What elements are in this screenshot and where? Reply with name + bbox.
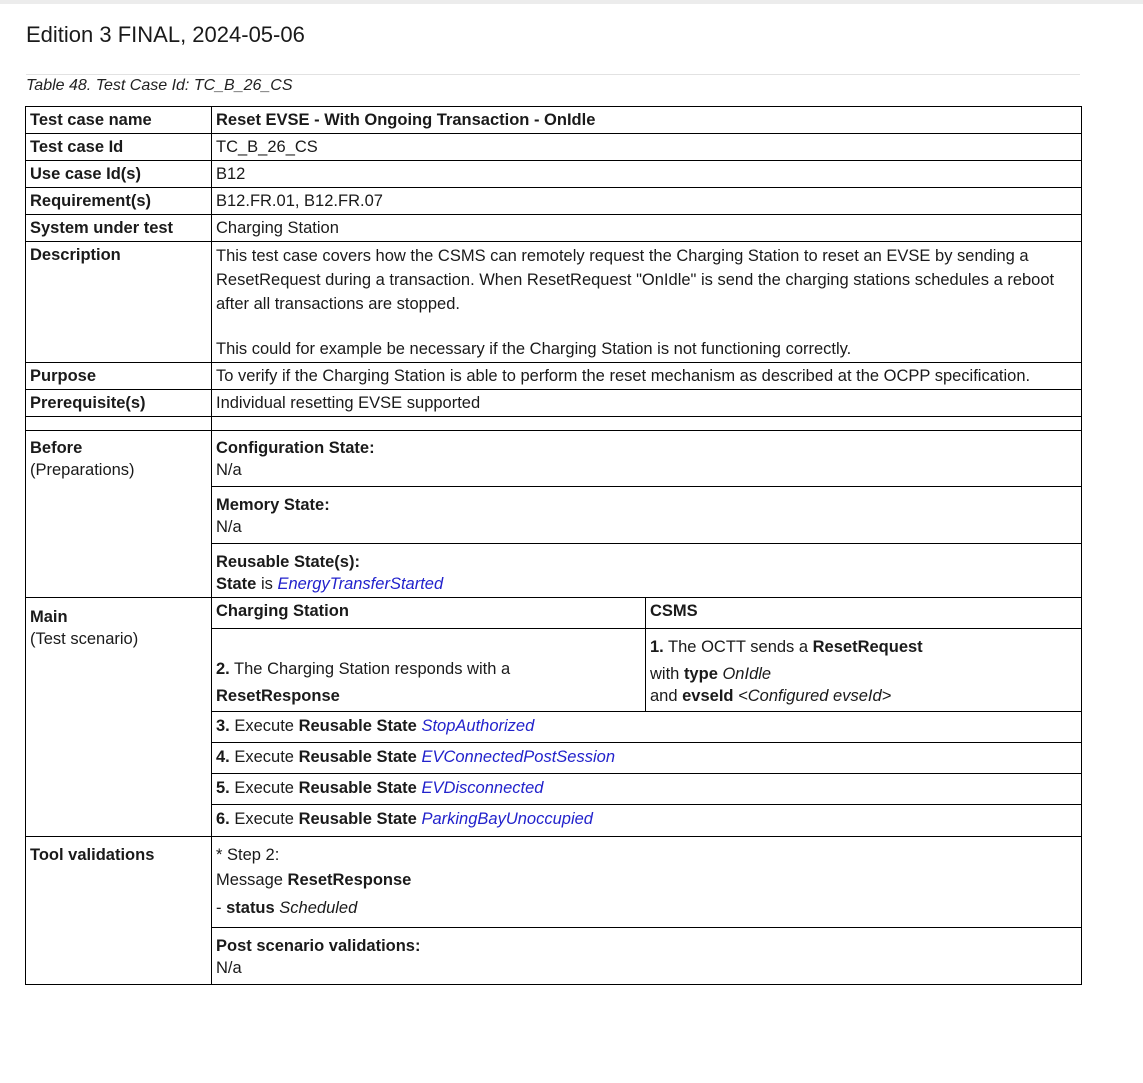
step-1-evse-line bbox=[650, 685, 1078, 707]
tool-validations-label: Tool validations bbox=[26, 837, 212, 985]
step-1-num: 1. bbox=[650, 638, 664, 656]
step-2-message: ResetResponse bbox=[216, 687, 340, 705]
step-4-reusable: Reusable State bbox=[298, 748, 417, 766]
step-1-type-line bbox=[650, 663, 1078, 685]
row-main-header bbox=[26, 598, 1082, 629]
row-purpose bbox=[26, 363, 1082, 390]
step-6-cell bbox=[212, 805, 1082, 837]
config-state-title: Configuration State: bbox=[216, 439, 375, 457]
config-state-value: N/a bbox=[216, 461, 242, 479]
purpose-label: Purpose bbox=[26, 363, 212, 390]
main-sublabel: (Test scenario) bbox=[30, 630, 139, 648]
step-3-execute: Execute bbox=[229, 717, 299, 735]
main-label: Main bbox=[30, 608, 68, 626]
col-charging-station: Charging Station bbox=[212, 598, 646, 629]
step-1-evse-value: <Configured evseId> bbox=[738, 687, 892, 705]
step-4-num: 4. bbox=[216, 748, 230, 766]
use-case-label: Use case Id(s) bbox=[26, 161, 212, 188]
reusable-state-title: Reusable State(s): bbox=[216, 553, 360, 571]
step-1-type: type bbox=[683, 665, 718, 683]
row-before-config bbox=[26, 431, 1082, 487]
requirements-value: B12.FR.01, B12.FR.07 bbox=[212, 188, 1082, 215]
post-scenario-cell bbox=[212, 928, 1082, 985]
top-bar bbox=[0, 0, 1143, 4]
test-case-id-label: Test case Id bbox=[26, 134, 212, 161]
step-5-num: 5. bbox=[216, 779, 230, 797]
step-5-execute: Execute bbox=[229, 779, 299, 797]
tool-step: * Step 2: bbox=[216, 846, 280, 864]
step-4-cell bbox=[212, 743, 1082, 774]
step-2-cell bbox=[212, 629, 646, 712]
row-test-case-id bbox=[26, 134, 1082, 161]
test-case-id-value: TC_B_26_CS bbox=[212, 134, 1082, 161]
reusable-state-line bbox=[216, 573, 1078, 595]
step-3-cell bbox=[212, 712, 1082, 743]
step-1-and: and bbox=[650, 687, 683, 705]
test-case-table bbox=[25, 106, 1082, 985]
sut-value: Charging Station bbox=[212, 215, 1082, 242]
prerequisites-label: Prerequisite(s) bbox=[26, 390, 212, 417]
before-label: Before bbox=[30, 439, 83, 457]
sut-label: System under test bbox=[26, 215, 212, 242]
row-description bbox=[26, 242, 1082, 363]
edition-heading: Edition 3 FINAL, 2024-05-06 bbox=[26, 22, 305, 47]
tool-validations-cell bbox=[212, 837, 1082, 928]
description-paragraph-1: This test case covers how the CSMS can remotely request the Charging Station to reset an EVSE by sending a ResetRequest during a transaction. When ResetRequest "OnIdle" is send the charging stations schedules a reboot after all transactions are stopped. bbox=[216, 247, 1055, 313]
post-scenario-title: Post scenario validations: bbox=[216, 937, 421, 955]
row-requirements bbox=[26, 188, 1082, 215]
memory-state-cell bbox=[212, 487, 1082, 544]
requirements-label: Requirement(s) bbox=[26, 188, 212, 215]
main-label-cell bbox=[26, 598, 212, 837]
tool-message-name: ResetResponse bbox=[287, 871, 412, 889]
prerequisites-value: Individual resetting EVSE supported bbox=[212, 390, 1082, 417]
row-prerequisites bbox=[26, 390, 1082, 417]
row-system-under-test bbox=[26, 215, 1082, 242]
col-csms: CSMS bbox=[646, 598, 1082, 629]
purpose-value: To verify if the Charging Station is able to perform the reset mechanism as described at the OCPP specification. bbox=[212, 363, 1082, 390]
post-scenario-value: N/a bbox=[216, 959, 242, 977]
step-1-type-value: OnIdle bbox=[722, 665, 772, 683]
config-state-cell bbox=[212, 431, 1082, 487]
memory-state-value: N/a bbox=[216, 518, 242, 536]
step-1-evse: evseId bbox=[682, 687, 734, 705]
step-5-reusable: Reusable State bbox=[298, 779, 417, 797]
tool-status-line bbox=[216, 894, 1078, 922]
reusable-state-is: is bbox=[256, 575, 278, 593]
step-3-num: 3. bbox=[216, 717, 230, 735]
step-6-execute: Execute bbox=[229, 810, 299, 828]
step-3-reusable: Reusable State bbox=[298, 717, 417, 735]
spacer-row bbox=[26, 417, 1082, 431]
memory-state-title: Memory State: bbox=[216, 496, 330, 514]
step-5-cell bbox=[212, 774, 1082, 805]
row-test-case-name bbox=[26, 107, 1082, 134]
table-caption: Table 48. Test Case Id: TC_B_26_CS bbox=[26, 77, 293, 94]
before-sublabel: (Preparations) bbox=[30, 461, 135, 479]
step-3-link[interactable]: StopAuthorized bbox=[421, 717, 535, 735]
test-case-name-label: Test case name bbox=[26, 107, 212, 134]
reusable-state-prefix: State bbox=[216, 575, 257, 593]
tool-status-label: status bbox=[226, 899, 275, 917]
step-2-text: The Charging Station responds with a bbox=[229, 660, 511, 678]
step-1-text: The OCTT sends a bbox=[663, 638, 813, 656]
description-label: Description bbox=[26, 242, 212, 363]
step-6-link[interactable]: ParkingBayUnoccupied bbox=[421, 810, 593, 828]
use-case-value: B12 bbox=[212, 161, 1082, 188]
step-1-with: with bbox=[650, 665, 684, 683]
row-use-case bbox=[26, 161, 1082, 188]
step-6-num: 6. bbox=[216, 810, 230, 828]
before-label-cell bbox=[26, 431, 212, 598]
description-value bbox=[212, 242, 1082, 363]
step-5-link[interactable]: EVDisconnected bbox=[421, 779, 544, 797]
step-2-num: 2. bbox=[216, 660, 230, 678]
reusable-state-cell bbox=[212, 544, 1082, 598]
step-2-line bbox=[216, 658, 642, 680]
step-1-line bbox=[650, 636, 1078, 658]
tool-status-value: Scheduled bbox=[279, 899, 358, 917]
test-case-name-value: Reset EVSE - With Ongoing Transaction - OnIdle bbox=[212, 107, 1082, 134]
tool-message-line bbox=[216, 866, 1078, 894]
step-1-cell bbox=[646, 629, 1082, 712]
step-4-execute: Execute bbox=[229, 748, 299, 766]
divider bbox=[26, 74, 1080, 75]
step-1-message: ResetRequest bbox=[812, 638, 923, 656]
tool-status-dash: - bbox=[216, 899, 227, 917]
reusable-state-link[interactable]: EnergyTransferStarted bbox=[277, 575, 444, 593]
step-4-link[interactable]: EVConnectedPostSession bbox=[421, 748, 615, 766]
step-6-reusable: Reusable State bbox=[298, 810, 417, 828]
row-tool-validations bbox=[26, 837, 1082, 928]
tool-message: Message bbox=[216, 871, 288, 889]
description-paragraph-2: This could for example be necessary if the Charging Station is not functioning correctly. bbox=[216, 340, 852, 358]
